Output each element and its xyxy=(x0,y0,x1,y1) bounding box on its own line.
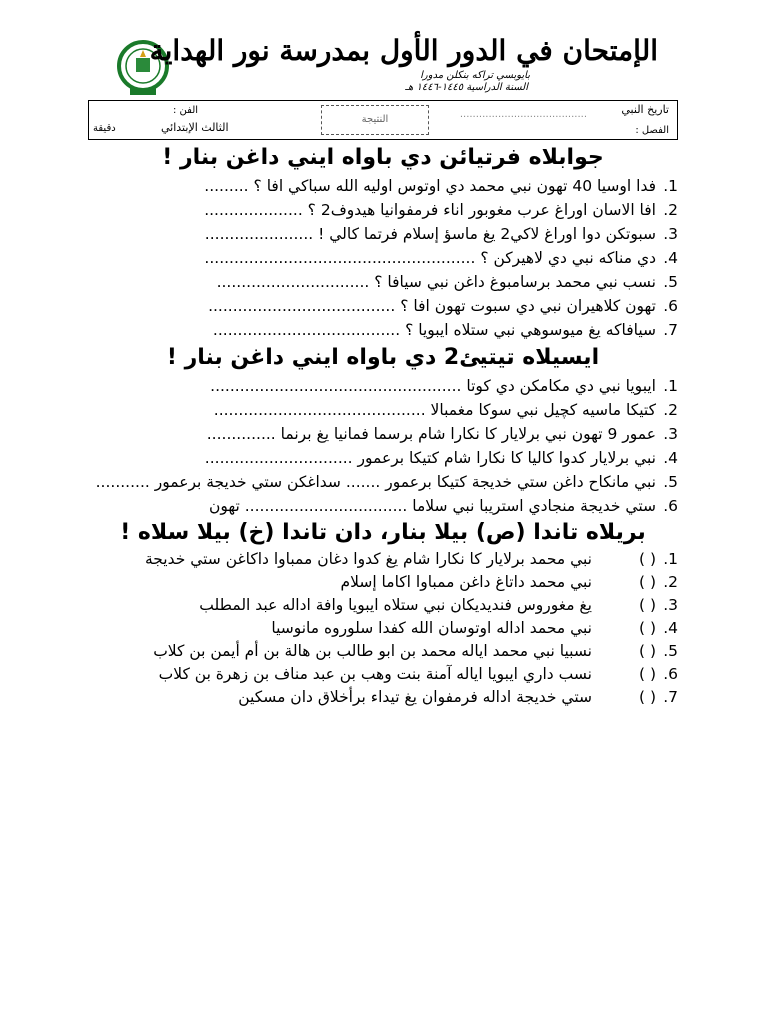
subject-label: تاريخ النبي xyxy=(621,103,669,116)
school-address: بايوبسي تراكه بنكلن مدورا xyxy=(420,70,530,81)
result-box: النتيجة xyxy=(321,105,429,135)
time-label: دقيقة xyxy=(93,123,116,134)
class-label: الفصل : xyxy=(635,125,669,136)
question-item: 1. ايبويا نبي دي مكامكن دي كوتا ................................................... xyxy=(210,377,678,395)
exam-content xyxy=(88,142,678,709)
academic-year: السنة الدراسية ١٤٤٥-١٤٤٦ هـ xyxy=(405,82,528,93)
question-item: 6. تهون كلاهيران نبي دي سبوت تهون افا ؟ ...................................... xyxy=(208,297,678,315)
question-item: 6. ( )نسب داري ايبويا اياله آمنة بنت وهب بن عبد مناف بن زهرة بن كلاب xyxy=(88,663,656,686)
art-label: الفن : xyxy=(173,105,199,116)
answer-blank[interactable]: ( ) xyxy=(638,688,656,706)
answer-blank[interactable]: ( ) xyxy=(638,596,656,614)
question-item: 2. افا الاسان اوراغ عرب مغوبور اناء فرمفوانيا هيدوف2 ؟ .................... xyxy=(204,201,678,219)
section-1-questions xyxy=(88,174,678,342)
question-item: 6. ستي خديجة منجادي استريبا نبي سلاما ................................. تهون xyxy=(208,497,678,515)
question-item: 4. نبي برلايار كدوا كاليا كا نكارا شام كتيكا برعمور .............................. xyxy=(204,449,678,467)
question-item: 2. ( )نبي محمد داتاغ داغن ممباوا اكاما إسلام xyxy=(88,571,656,594)
question-item: 5. ( )نسبيا نبي محمد اياله محمد بن ابو طالب بن هالة بن أم أيمن بن كلاب xyxy=(88,640,656,663)
name-dots: ........................................ xyxy=(459,109,587,120)
question-item: 5. نبي مانكاح داغن ستي خديجة كتيكا برعمور ....... سداغكن ستي خديجة برعمور ........... xyxy=(95,473,678,491)
question-item: 3. سبوتكن دوا اوراغ لاكي2 يغ ماسؤ إسلام فرتما كالي ! ...................... xyxy=(204,225,678,243)
question-item: 3. ( )يغ مغوروس فنديديكان نبي ستلاه ايبويا وافة اداله عبد المطلب xyxy=(88,594,656,617)
answer-blank[interactable]: ( ) xyxy=(638,619,656,637)
question-item: 7. سيافاكه يغ ميوسوهي نبي ستلاه ايبويا ؟ ...................................... xyxy=(212,321,678,339)
question-item: 7. ( )ستي خديجة اداله فرمفوان يغ تيداء برأخلاق دان مسكين xyxy=(88,686,656,709)
section-2-heading: ايسيلاه تيتيئ2 دي باواه ايني داغن بنار ! xyxy=(166,345,600,370)
answer-blank[interactable]: ( ) xyxy=(638,665,656,683)
question-item: 1. فدا اوسيا 40 تهون نبي محمد دي اوتوس اوليه الله سباكي افا ؟ ......... xyxy=(204,177,678,195)
grade-label: الثالث الإبتدائي xyxy=(161,121,229,134)
question-item: 4. ( )نبي محمد اداله اوتوسان الله كفدا سلوروه مانوسيا xyxy=(88,617,656,640)
section-3-heading: بريلاه تاندا (ص) بيلا بنار، دان تاندا (خ) بيلا سلاه ! xyxy=(120,520,646,545)
question-item: 2. كتيكا ماسيه كچيل نبي سوكا مغمبالا ........................................... xyxy=(213,401,678,419)
section-2 xyxy=(88,342,678,518)
exam-title: الإمتحان في الدور الأول بمدرسة نور الهداية xyxy=(149,34,658,67)
answer-blank[interactable]: ( ) xyxy=(638,573,656,591)
section-1-heading: جوابلاه فرتيائن دي باواه ايني داغن بنار ! xyxy=(162,145,604,170)
section-3 xyxy=(88,518,678,709)
student-info-box xyxy=(88,100,678,140)
answer-blank[interactable]: ( ) xyxy=(638,642,656,660)
section-3-questions xyxy=(88,548,678,709)
answer-blank[interactable]: ( ) xyxy=(638,550,656,568)
question-item: 4. دي مناكه نبي دي لاهيركن ؟ ....................................................... xyxy=(204,249,678,267)
question-item: 1. ( )نبي محمد برلايار كا نكارا شام يغ كدوا دغان ممباوا داكاغن ستي خديجة xyxy=(88,548,656,571)
exam-header xyxy=(88,30,678,98)
section-1 xyxy=(88,142,678,342)
section-2-questions xyxy=(88,374,678,518)
question-item: 5. نسب نبي محمد برسامبوغ داغن نبي سيافا ؟ ............................... xyxy=(216,273,678,291)
question-item: 3. عمور 9 تهون نبي برلايار كا نكارا شام برسما فمانيا يغ برنما .............. xyxy=(206,425,678,443)
